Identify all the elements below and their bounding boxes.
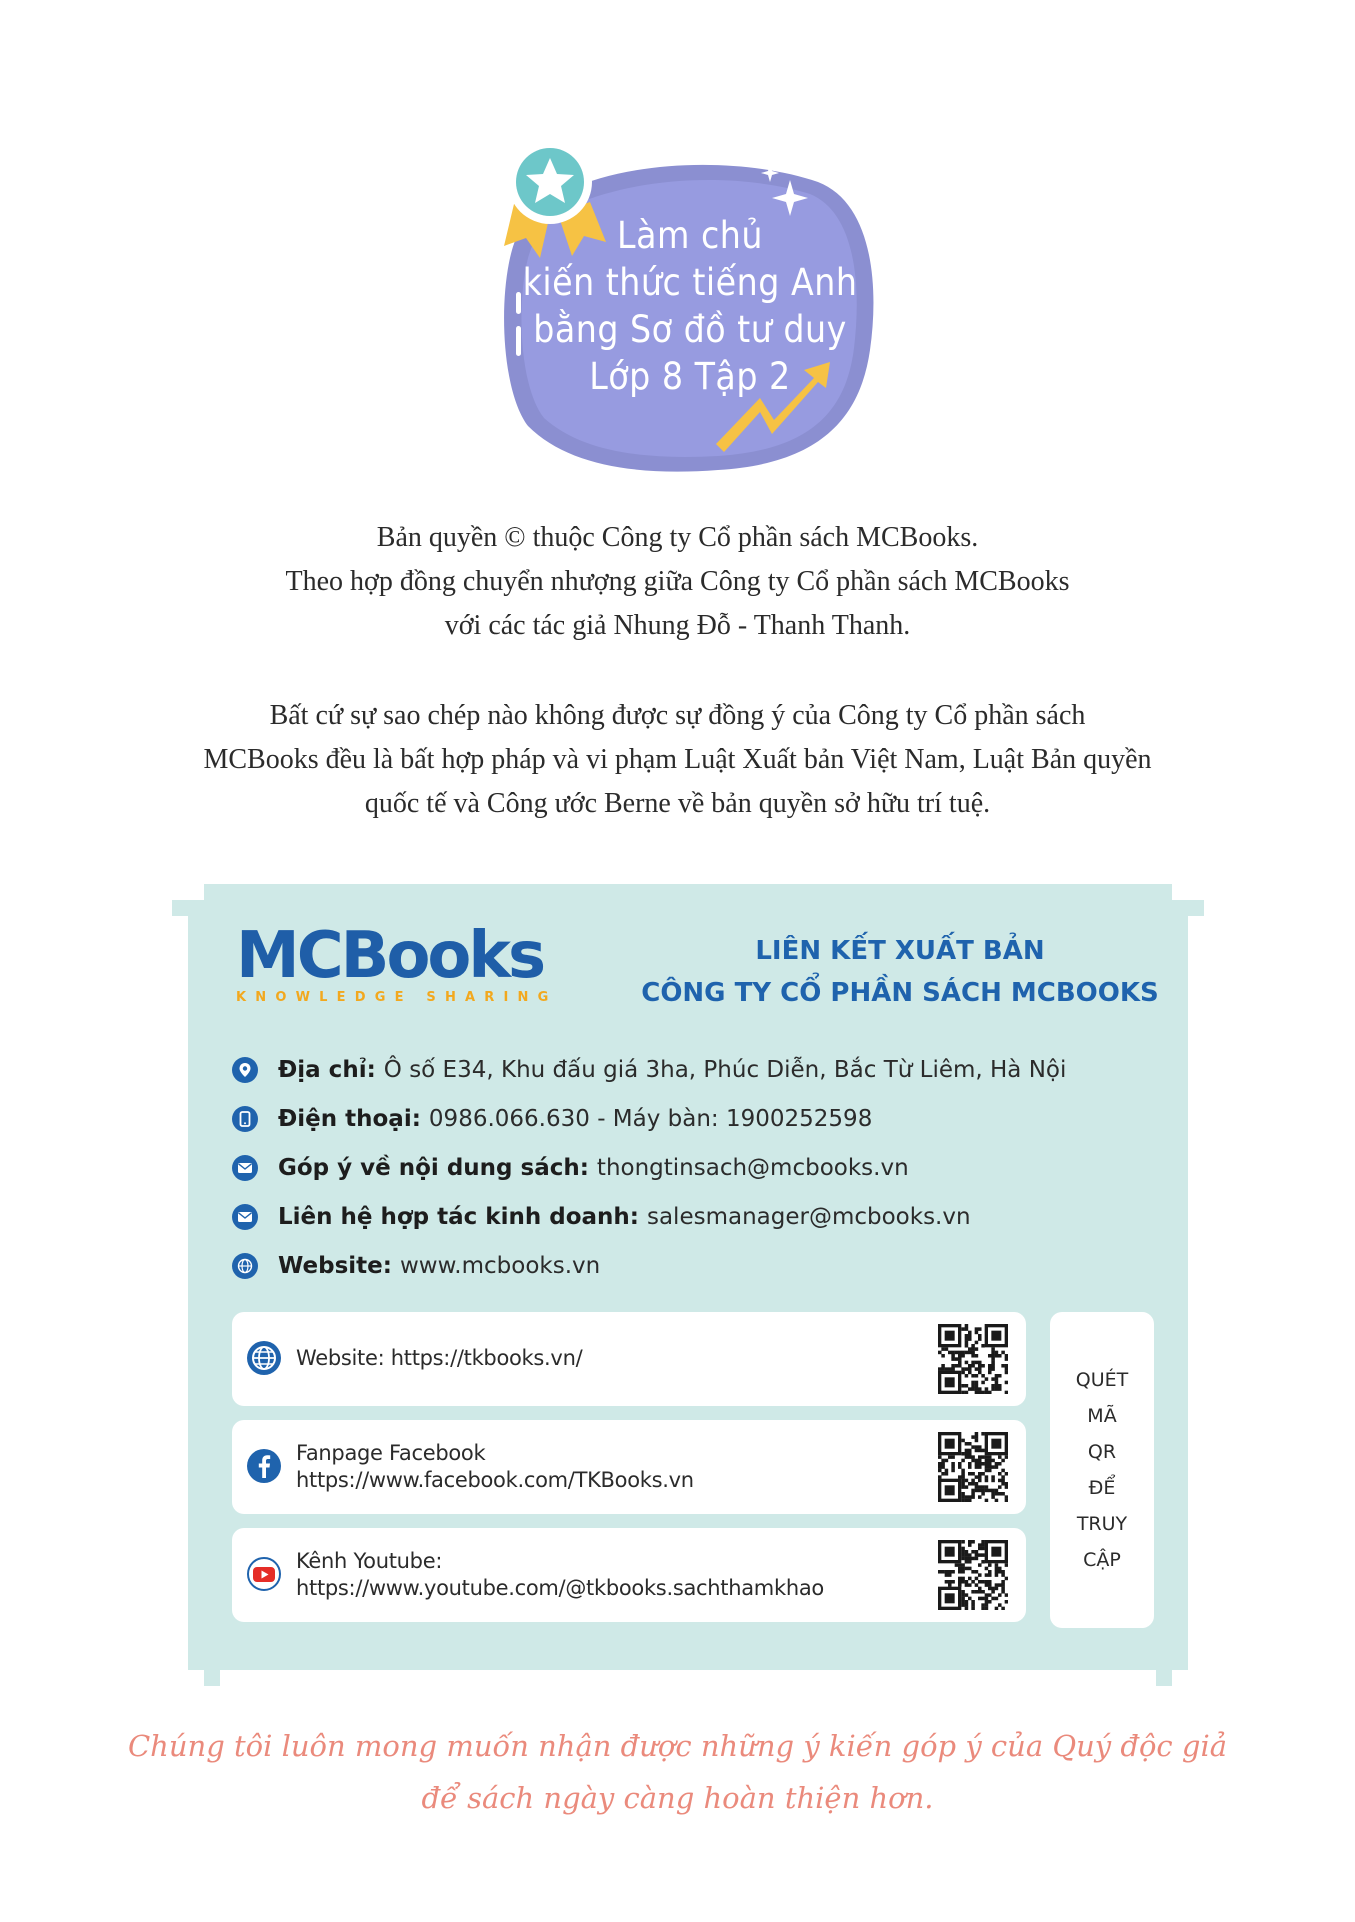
youtube-link-text <box>296 1548 824 1602</box>
facebook-link-text <box>296 1440 694 1494</box>
facebook-url[interactable]: https://www.facebook.com/TKBooks.vn <box>296 1468 694 1492</box>
website-value: www.mcbooks.vn <box>399 1253 601 1279</box>
publisher-line-2: CÔNG TY CỔ PHẦN SÁCH MCBOOKS <box>641 978 1159 1008</box>
business-label: Liên hệ hợp tác kinh doanh: <box>278 1204 639 1230</box>
closing-note <box>0 1720 1355 1824</box>
globe-icon <box>246 1340 282 1376</box>
closing-line-2: để sách ngày càng hoàn thiện hơn. <box>421 1781 934 1815</box>
title-line-4: Lớp 8 Tập 2 <box>589 355 791 398</box>
address-value: Ô số E34, Khu đấu giá 3ha, Phúc Diễn, Bắc Từ Liêm, Hà Nội <box>383 1057 1067 1083</box>
business-row <box>232 1197 971 1237</box>
mail-icon <box>232 1204 258 1230</box>
pixel-corner <box>204 900 220 916</box>
pixel-notch <box>1172 884 1188 900</box>
qr-code <box>938 1540 1008 1610</box>
facebook-card[interactable] <box>232 1420 1026 1514</box>
scan-word: ĐỂ <box>1088 1477 1116 1499</box>
facebook-title: Fanpage Facebook <box>296 1441 486 1465</box>
legal-notice <box>0 694 1355 826</box>
legal-line: quốc tế và Công ước Berne về bản quyền sở hữu trí tuệ. <box>364 788 991 819</box>
youtube-title: Kênh Youtube: <box>296 1549 443 1573</box>
youtube-url[interactable]: https://www.youtube.com/@tkbooks.sachthamkhao <box>296 1576 824 1600</box>
pixel-corner <box>204 1670 220 1686</box>
mail-icon <box>232 1155 258 1181</box>
legal-line: Bất cứ sự sao chép nào không được sự đồng ý của Công ty Cổ phần sách <box>269 700 1086 731</box>
address-label: Địa chỉ: <box>278 1057 376 1083</box>
feedback-email: thongtinsach@mcbooks.vn <box>596 1155 909 1181</box>
website-row <box>232 1246 600 1286</box>
scan-qr-text <box>1050 1362 1154 1578</box>
feedback-row <box>232 1148 909 1188</box>
location-icon <box>232 1057 258 1083</box>
feedback-label: Góp ý về nội dung sách: <box>278 1155 589 1181</box>
qr-code <box>938 1324 1008 1394</box>
scan-word: QR <box>1087 1441 1117 1463</box>
book-title <box>510 212 870 400</box>
legal-line: MCBooks đều là bất hợp pháp và vi phạm Luật Xuất bản Việt Nam, Luật Bản quyền <box>203 744 1152 775</box>
phone-label: Điện thoại: <box>278 1106 421 1132</box>
copyright-line: Theo hợp đồng chuyển nhượng giữa Công ty Cổ phần sách MCBooks <box>285 566 1070 597</box>
phone-value: 0986.066.630 - Máy bàn: 1900252598 <box>428 1106 873 1132</box>
facebook-icon <box>246 1448 282 1484</box>
globe-icon <box>232 1253 258 1279</box>
copyright-line: với các tác giả Nhung Đỗ - Thanh Thanh. <box>444 610 911 641</box>
pixel-corner <box>1156 1670 1172 1686</box>
youtube-icon <box>246 1556 282 1592</box>
qr-code <box>938 1432 1008 1502</box>
website-link-line[interactable]: Website: https://tkbooks.vn/ <box>296 1346 583 1370</box>
pixel-corner <box>1188 900 1204 916</box>
logo-tagline: KNOWLEDGE SHARING <box>236 990 558 1005</box>
youtube-card[interactable] <box>232 1528 1026 1622</box>
pixel-corner <box>172 900 188 916</box>
copyright-line: Bản quyền © thuộc Công ty Cổ phần sách MCBooks. <box>376 522 979 553</box>
title-line-1: Làm chủ <box>617 214 763 257</box>
scan-word: TRUY <box>1076 1513 1128 1535</box>
publisher-heading <box>620 930 1180 1014</box>
title-line-3: bằng Sơ đồ tư duy <box>533 308 847 351</box>
website-label: Website: <box>278 1253 392 1279</box>
pixel-corner <box>1156 900 1172 916</box>
website-card[interactable] <box>232 1312 1026 1406</box>
scan-word: QUÉT <box>1075 1369 1129 1391</box>
scan-qr-card <box>1050 1312 1154 1628</box>
website-link-text <box>296 1345 582 1372</box>
title-line-2: kiến thức tiếng Anh <box>522 261 858 304</box>
phone-row <box>232 1099 872 1139</box>
mcbooks-logo <box>236 919 558 1005</box>
closing-line-1: Chúng tôi luôn mong muốn nhận được những ý kiến góp ý của Quý độc giả <box>127 1729 1228 1763</box>
scan-word: CẬP <box>1083 1549 1121 1571</box>
pixel-notch <box>188 884 204 900</box>
publisher-line-1: LIÊN KẾT XUẤT BẢN <box>755 936 1045 966</box>
phone-icon <box>232 1106 258 1132</box>
logo-name: MCBooks <box>236 919 544 993</box>
business-email: salesmanager@mcbooks.vn <box>646 1204 971 1230</box>
address-row <box>232 1050 1066 1090</box>
scan-word: MÃ <box>1087 1405 1117 1427</box>
copyright-notice <box>0 516 1355 648</box>
